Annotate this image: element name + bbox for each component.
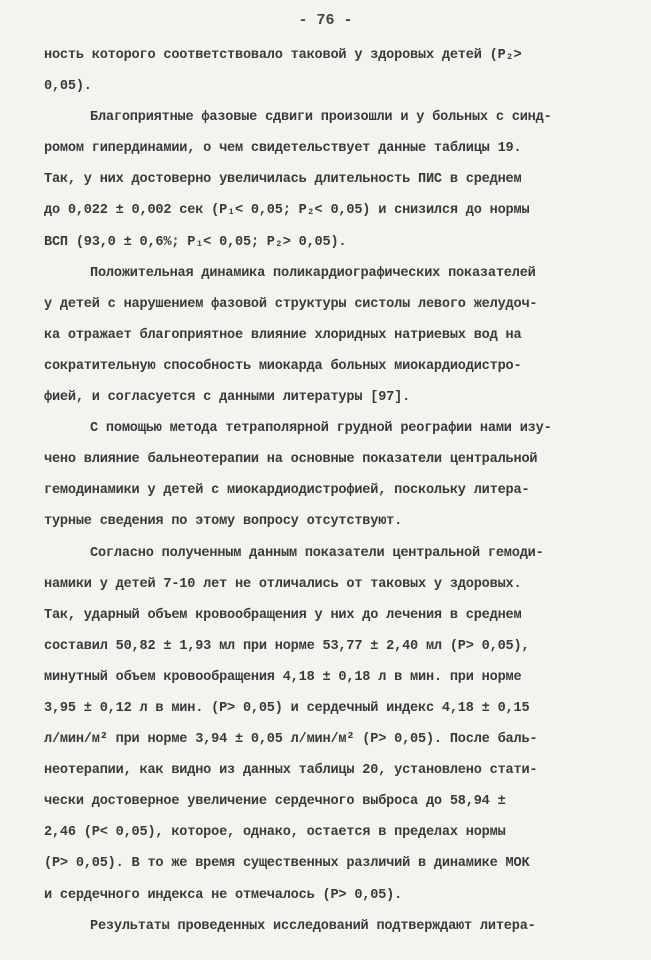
text-line: неотерапии, как видно из данных таблицы 20, установлено стати- (44, 763, 538, 779)
body-text (44, 40, 614, 942)
text-line: намики у детей 7-10 лет не отличались от таковых у здоровых. (44, 576, 522, 592)
text-line: гемодинамики у детей с миокардиодистрофией, поскольку литера- (44, 483, 530, 499)
text-line: чески достоверное увеличение сердечного выброса до 58,94 ± (44, 794, 506, 810)
text-line: Так, у них достоверно увеличилась длительность ПИС в среднем (44, 172, 522, 188)
text-line: 2,46 (P< 0,05), которое, однако, остается в пределах нормы (44, 825, 506, 841)
text-line: ромом гипердинамии, о чем свидетельствует данные таблицы 19. (44, 141, 522, 157)
text-line: Так, ударный объем кровообращения у них до лечения в среднем (44, 607, 522, 623)
text-line: Согласно полученным данным показатели центральной гемоди- (90, 545, 544, 561)
text-line: ность которого соответствовало таковой у здоровых детей (P₂> (44, 48, 522, 63)
page-number: - 76 - (298, 12, 353, 29)
text-line: С помощью метода тетраполярной грудной реографии нами изу- (90, 421, 552, 437)
text-line: до 0,022 ± 0,002 сек (P₁< 0,05; P₂< 0,05) и снизился до нормы (44, 203, 530, 219)
text-line: минутный объем кровообращения 4,18 ± 0,18 л в мин. при норме (44, 669, 522, 685)
text-line: 3,95 ± 0,12 л в мин. (P> 0,05) и сердечный индекс 4,18 ± 0,15 (44, 700, 530, 716)
text-line: Благоприятные фазовые сдвиги произошли и у больных с синд- (90, 110, 552, 126)
text-line: фией, и согласуется с данными литературы [97]. (44, 390, 411, 406)
text-line: и сердечного индекса не отмечалось (P> 0,05). (44, 887, 403, 903)
text-line: Положительная динамика поликардиографических показателей (90, 265, 536, 281)
text-line: (P> 0,05). В то же время существенных различий в динамике МОК (44, 856, 530, 872)
text-line: ка отражает благоприятное влияние хлоридных натриевых вод на (44, 327, 522, 343)
text-line: составил 50,82 ± 1,93 мл при норме 53,77 ± 2,40 мл (P> 0,05), (44, 638, 530, 654)
text-line: турные сведения по этому вопросу отсутствуют. (44, 514, 403, 530)
text-line: чено влияние бальнеотерапии на основные показатели центральной (44, 452, 538, 468)
text-line: ВСП (93,0 ± 0,6%; P₁< 0,05; P₂> 0,05). (44, 234, 347, 250)
text-line: у детей с нарушением фазовой структуры систолы левого желудоч- (44, 296, 538, 312)
text-line: Результаты проведенных исследований подтверждают литера- (90, 918, 536, 934)
text-line: 0,05). (44, 79, 92, 95)
text-line: л/мин/м² при норме 3,94 ± 0,05 л/мин/м² (P> 0,05). После баль- (44, 732, 538, 748)
text-line: сократительную способность миокарда больных миокардиодистро- (44, 358, 522, 374)
